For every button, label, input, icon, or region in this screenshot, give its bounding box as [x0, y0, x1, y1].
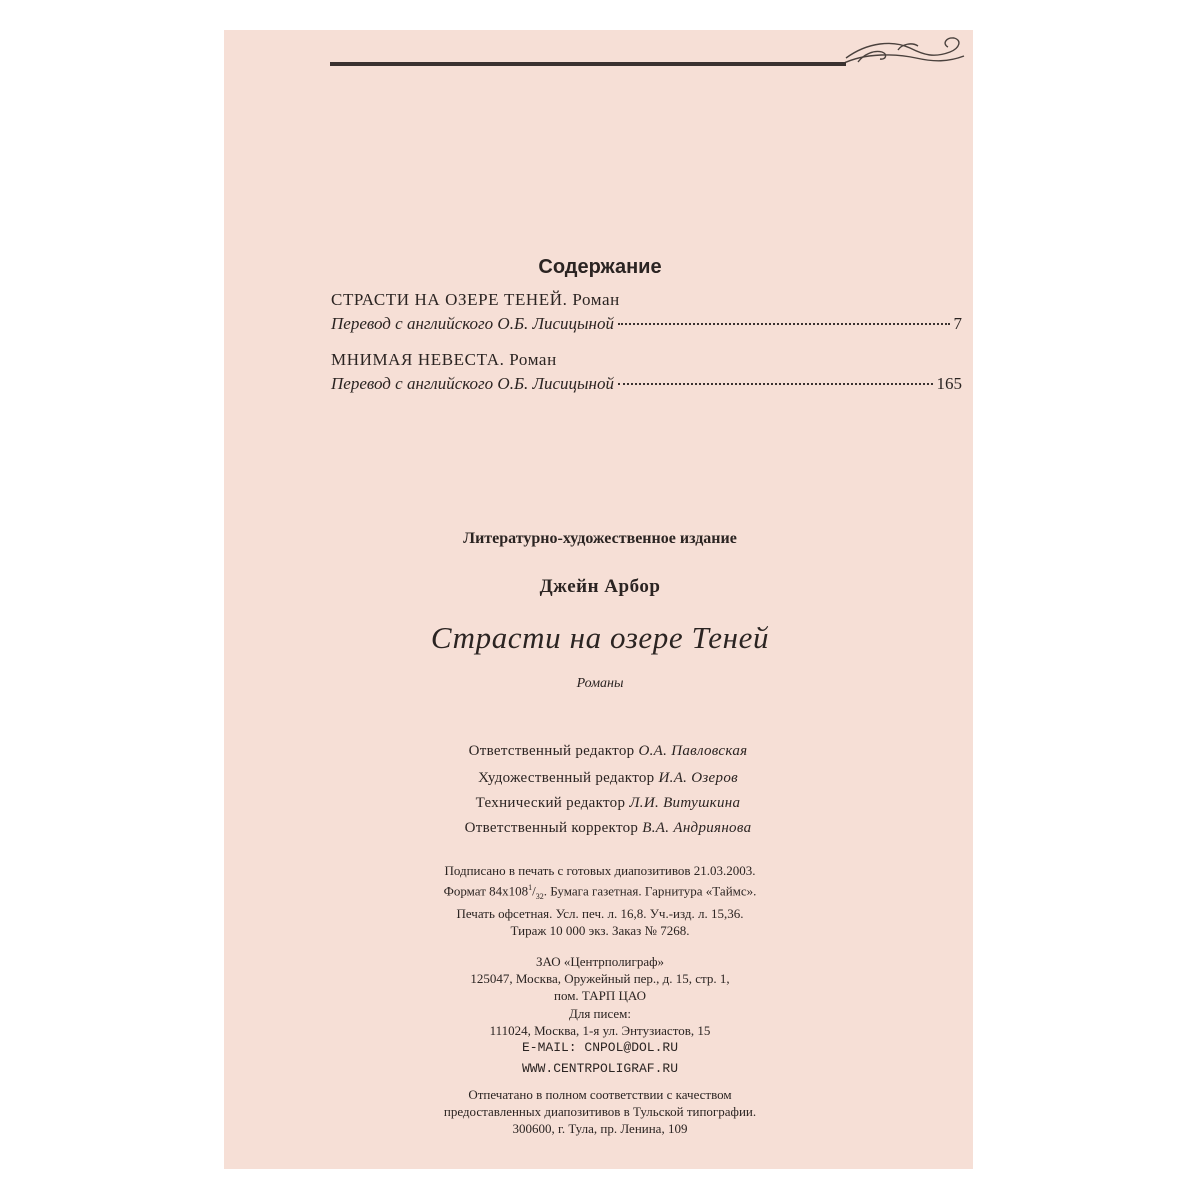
print-info [0, 862, 1200, 939]
print-format-paper: . Бумага газетная. Гарнитура «Таймс». [543, 883, 757, 899]
credit-role: Технический редактор [475, 795, 626, 811]
toc-entry-translator: Перевод с английского О.Б. Лисицыной [331, 374, 614, 393]
credit-name: И.А. Озеров [658, 770, 738, 786]
printer-line-1: Отпечатано в полном соответствии с качеством [468, 1087, 732, 1102]
printer-line-3: 300600, г. Тула, пр. Ленина, 109 [512, 1121, 688, 1136]
credit-line [8, 743, 1200, 760]
credit-name: О.А. Павловская [638, 743, 748, 759]
toc-entry-title: МНИМАЯ НЕВЕСТА. Роман [331, 350, 557, 369]
publisher-address-2: пом. ТАРП ЦАО [553, 988, 646, 1003]
publisher-name: ЗАО «Центрполиграф» [535, 954, 665, 969]
toc-entry-title: СТРАСТИ НА ОЗЕРЕ ТЕНЕЙ. Роман [331, 290, 620, 309]
print-format-sup: 1 [528, 883, 533, 892]
header-rule [330, 62, 846, 66]
mail-address: 111024, Москва, 1-я ул. Энтузиастов, 15 [489, 1023, 711, 1038]
credit-role: Ответственный корректор [464, 820, 639, 836]
print-method: Печать офсетная. Усл. печ. л. 16,8. Уч.-изд. л. 15,36. [456, 905, 744, 921]
print-format-text: Формат 84х108 [443, 883, 529, 899]
publisher-email: E-MAIL: CNPOL@DOL.RU [521, 1040, 679, 1055]
dot-leader [618, 383, 933, 385]
dot-leader [618, 323, 950, 325]
credit-line [8, 770, 1200, 787]
flourish-ornament-icon [838, 28, 968, 74]
mail-label: Для писем: [568, 1006, 632, 1021]
publisher-block [0, 953, 1200, 1004]
credit-line [8, 795, 1200, 812]
toc-heading: Содержание [538, 256, 662, 278]
printer-line-2: предоставленных диапозитивов в Тульской типографии. [443, 1104, 757, 1119]
toc-entry-page: 165 [936, 374, 962, 393]
book-title: Страсти на озере Теней [430, 620, 770, 655]
publisher-website: WWW.CENTRPOLIGRAF.RU [521, 1061, 679, 1076]
credit-role: Ответственный редактор [468, 743, 635, 759]
credit-name: В.А. Андриянова [642, 820, 752, 836]
print-format: Формат $84х108^1/_{32}$. Бумага газетная. Гарнитура «Таймс». [443, 883, 757, 901]
print-format-sub: 32 [535, 891, 544, 901]
credit-name: Л.И. Витушкина [629, 795, 741, 811]
author-name: Джейн Арбор [539, 576, 661, 597]
print-signed: Подписано в печать с готовых диапозитивов 21.03.2003. [444, 863, 756, 878]
toc-entry [331, 290, 962, 338]
toc-entry-translator: Перевод с английского О.Б. Лисицыной [331, 314, 614, 333]
genre-label: Романы [576, 676, 624, 691]
printer-block [0, 1086, 1200, 1137]
credit-role: Художественный редактор [478, 770, 655, 786]
mail-block [0, 1005, 1200, 1056]
edition-type: Литературно-художественное издание [463, 530, 737, 547]
toc-entry [331, 350, 962, 398]
credit-line [8, 820, 1200, 837]
print-run: Тираж 10 000 экз. Заказ № 7268. [510, 922, 690, 938]
publisher-address: 125047, Москва, Оружейный пер., д. 15, стр. 1, [470, 971, 730, 986]
toc-entry-page: 7 [953, 314, 962, 333]
